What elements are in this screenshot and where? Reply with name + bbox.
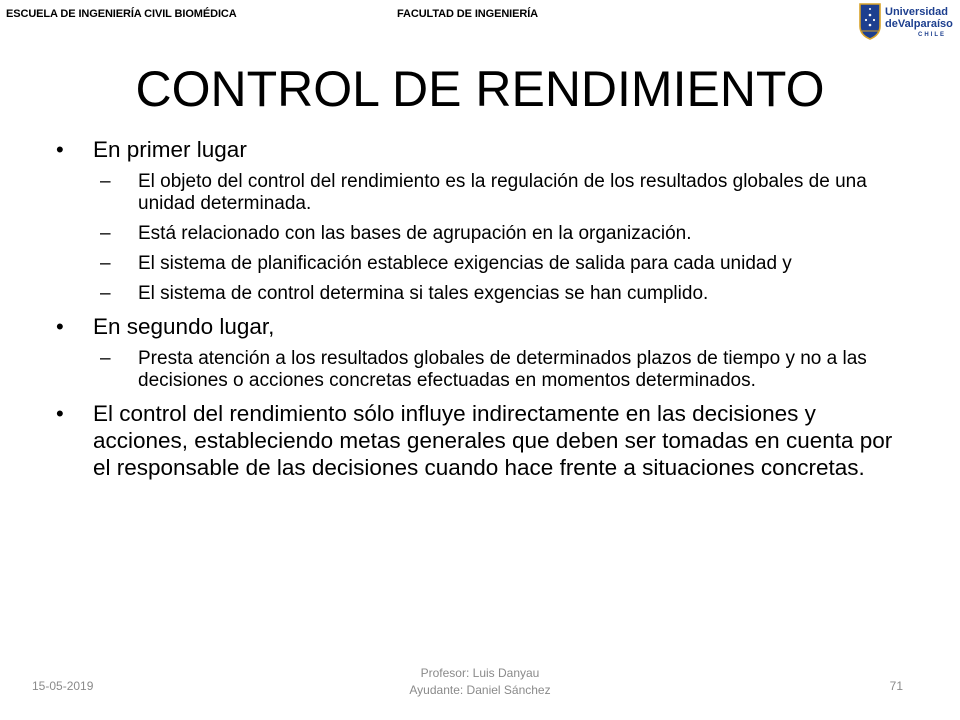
svg-text:deValparaíso: deValparaíso xyxy=(885,18,953,30)
svg-text:Universidad: Universidad xyxy=(885,6,948,18)
sub-bullet-item xyxy=(56,223,906,245)
sub-bullet-item xyxy=(56,253,906,275)
sub-bullet-text: Está relacionado con las bases de agrupación en la organización. xyxy=(138,223,692,244)
footer-date: 15-05-2019 xyxy=(32,679,94,693)
bullet-item xyxy=(56,400,906,481)
dash-icon: – xyxy=(100,283,111,304)
sub-bullet-item xyxy=(56,171,906,215)
slide-title: CONTROL DE RENDIMIENTO xyxy=(135,61,825,117)
dash-icon: – xyxy=(100,223,111,244)
svg-text:CHILE: CHILE xyxy=(918,32,946,38)
sub-bullet-item xyxy=(56,348,906,392)
dash-icon: – xyxy=(100,253,111,274)
bullet-text: El control del rendimiento sólo influye indirectamente en las decisiones y acciones, estableciendo metas generales que deben ser tomadas en cuenta por el responsable de las decisiones cuando hace frente a situaciones concretas. xyxy=(93,401,893,480)
sub-bullet-text: El sistema de planificación establece exigencias de salida para cada unidad y xyxy=(138,253,792,274)
dash-icon: – xyxy=(100,171,111,192)
sub-bullet-text: Presta atención a los resultados globales de determinados plazos de tiempo y no a las decisiones o acciones concretas efectuadas en momentos determinados. xyxy=(138,348,867,391)
page-number: 71 xyxy=(889,679,903,693)
bullet-dot-icon: • xyxy=(56,401,64,426)
bullet-dot-icon: • xyxy=(56,137,64,162)
footer-professor: Profesor: Luis Danyau xyxy=(420,666,540,680)
bullet-text: En segundo lugar, xyxy=(93,314,275,339)
header-school-name: ESCUELA DE INGENIERÍA CIVIL BIOMÉDICA xyxy=(6,8,237,20)
bullet-dot-icon: • xyxy=(56,314,64,339)
dash-icon: – xyxy=(100,348,111,369)
bullet-text: En primer lugar xyxy=(93,137,247,162)
bullet-item xyxy=(56,136,906,163)
sub-bullet-item xyxy=(56,283,906,305)
footer-credits xyxy=(0,665,960,699)
sub-bullet-text: El sistema de control determina si tales exgencias se han cumplido. xyxy=(138,283,709,304)
footer-assistant: Ayudante: Daniel Sánchez xyxy=(409,683,551,697)
slide-body xyxy=(56,136,906,481)
header-faculty-name: FACULTAD DE INGENIERÍA xyxy=(397,8,539,20)
bullet-item xyxy=(56,313,906,340)
university-logo xyxy=(858,2,956,40)
sub-bullet-text: El objeto del control del rendimiento es la regulación de los resultados globales de una unidad determinada. xyxy=(138,171,867,214)
